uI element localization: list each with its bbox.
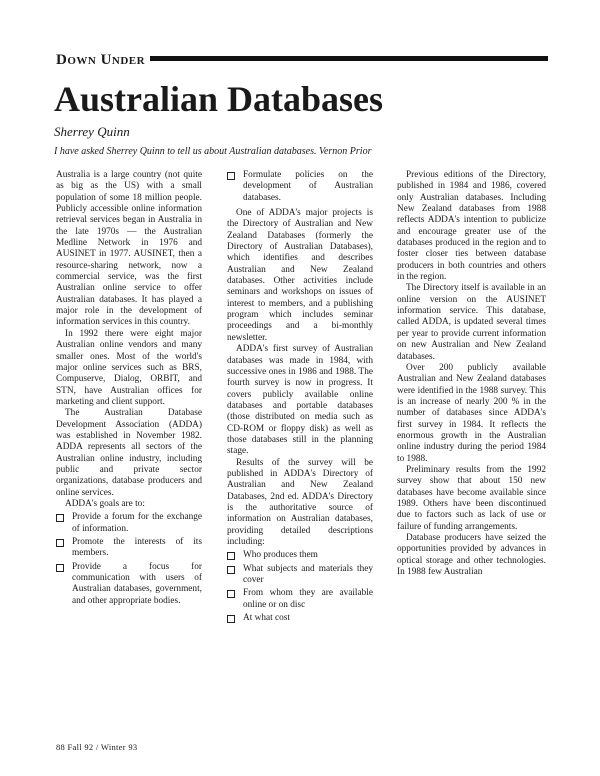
- checkbox-bullet-icon: [56, 514, 64, 522]
- column-2: [227, 170, 373, 628]
- descriptions-list: [227, 550, 373, 624]
- author-byline: Sherrey Quinn: [54, 124, 130, 139]
- section-label: Down Under: [56, 52, 146, 68]
- header-rule: [150, 56, 548, 61]
- goals-list-continued: [227, 170, 373, 204]
- checkbox-bullet-icon: [227, 566, 235, 574]
- list-item: From whom they are available online or on disc: [227, 588, 373, 611]
- paragraph: In 1992 there were eight major Australian online vendors and many smaller ones. Most of the world's major online services such as BRS, Compuserve, Dialog, ORBIT, and STN, have Australian offices for marketing and client support.: [56, 328, 202, 407]
- goals-list: [56, 512, 202, 607]
- column-3: [397, 170, 546, 578]
- checkbox-bullet-icon: [227, 172, 235, 180]
- list-item: Who produces them: [227, 550, 373, 561]
- paragraph: Results of the survey will be published in ADDA's Directory of Australian and New Zealand Databases, 2nd ed. ADDA's Directory is the authoritative source of information on Australian databases, providing detailed descriptions including:: [227, 457, 373, 547]
- checkbox-bullet-icon: [227, 615, 235, 623]
- checkbox-bullet-icon: [56, 564, 64, 572]
- list-item: Provide a focus for communication with users of Australian databases, government, and other appropriate bodies.: [56, 562, 202, 607]
- paragraph: The Australian Database Development Association (ADDA) was established in November 1982. ADDA represents all sectors of the Australian online industry, including public and private sector organizations, database producers and online services.: [56, 408, 202, 498]
- page-footer: 88 Fall 92 / Winter 93: [56, 742, 138, 752]
- paragraph: Over 200 publicly available Australian and New Zealand databases were identified in the 1988 survey. This is an increase of nearly 200 % in the number of databases since ADDA's first survey in 1984. It reflects the enormous growth in the Australian online industry during the period 1984 to 1988.: [397, 362, 546, 464]
- list-item: Formulate policies on the development of Australian databases.: [227, 170, 373, 204]
- list-item: Provide a forum for the exchange of information.: [56, 512, 202, 535]
- list-item: What subjects and materials they cover: [227, 564, 373, 587]
- article-title: Australian Databases: [54, 79, 384, 119]
- paragraph: One of ADDA's major projects is the Directory of Australian and New Zealand Databases (formerly the Directory of Australian Databases), which identifies and describes Australian and New Zealand databases. Other activities include seminars and workshops on issues of interest to members, and a publishing program which includes seminar proceedings and a bi-monthly newsletter.: [227, 208, 373, 343]
- paragraph: ADDA's first survey of Australian databases was made in 1984, with successive ones in 1986 and 1988. The fourth survey is now in progress. It covers publicly available online databases and portable databases (those distributed on media such as CD-ROM or floppy disk) as well as those databases still in the planning stage.: [227, 344, 373, 457]
- list-item: Promote the interests of its members.: [56, 537, 202, 560]
- column-1: [56, 170, 202, 611]
- paragraph: ADDA's goals are to:: [65, 498, 145, 509]
- paragraph: Preliminary results from the 1992 survey show that about 150 new databases have become available since 1989. Others have been discontinued due to factors such as lack of use or failure of funding arrangements.: [397, 464, 546, 532]
- paragraph: Previous editions of the Directory, published in 1984 and 1986, covered only Australian databases. Including New Zealand databases from 1988 reflects ADDA's intention to publicize and encourage greater use of the databases produced in the region and to foster closer ties between database producers in both countries and others in the region.: [397, 170, 546, 283]
- editor-note: I have asked Sherrey Quinn to tell us about Australian databases. Vernon Prior: [54, 146, 372, 157]
- list-item: At what cost: [227, 613, 373, 624]
- paragraph: Database producers have seized the opportunities provided by advances in optical storage and other technologies. In 1988 few Australian: [397, 533, 546, 578]
- checkbox-bullet-icon: [227, 552, 235, 560]
- paragraph: The Directory itself is available in an online version on the AUSINET information service. This database, called ADDA, is updated several times per year to provide current information on new Australian and New Zealand databases.: [397, 283, 546, 362]
- paragraph: Australia is a large country (not quite as big as the US) with a small population of some 18 million people. Publicly accessible online information retrieval services began in Australia in the late 1970s — the Australian Medline Network in 1976 and AUSINET in 1977. AUSINET, then a resource-sharing network, now a commercial service, was the first Australian online service to offer Australian databases. It has played a major role in the development of information services in this country.: [56, 170, 202, 328]
- checkbox-bullet-icon: [56, 539, 64, 547]
- checkbox-bullet-icon: [227, 590, 235, 598]
